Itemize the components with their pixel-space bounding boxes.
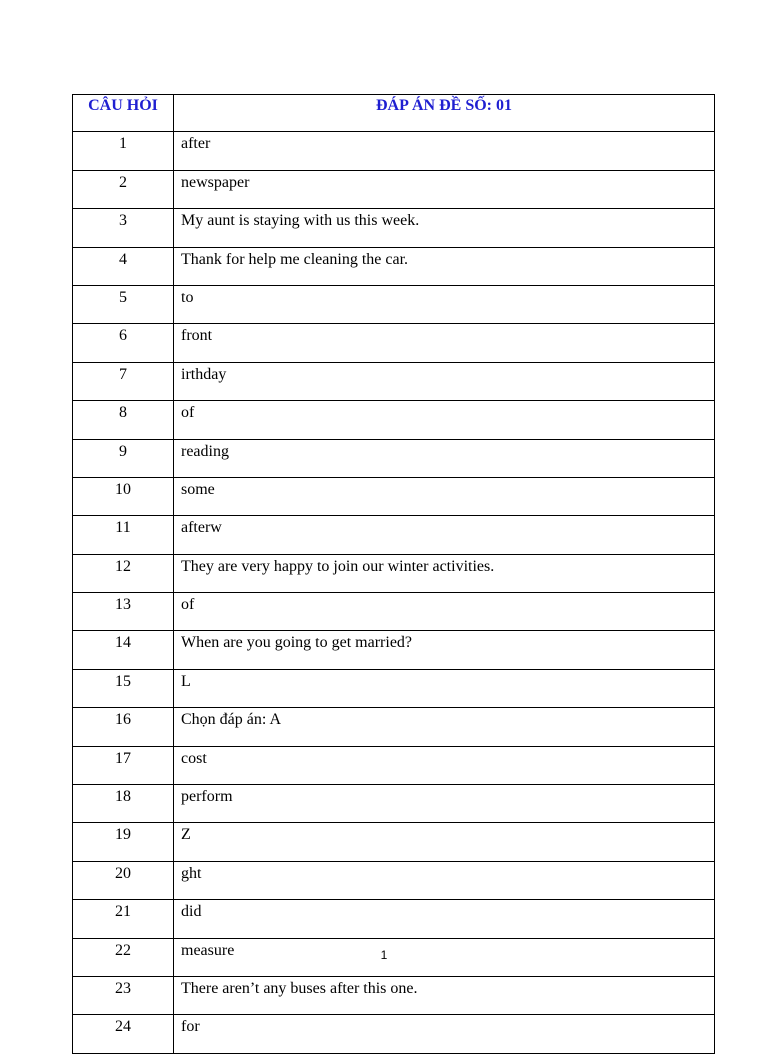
question-number-cell: 16 [73,708,174,746]
table-row [73,631,715,669]
table-row [73,861,715,899]
table-row [73,785,715,823]
question-number-cell: 13 [73,593,174,631]
table-row [73,170,715,208]
answer-cell: Thank for help me cleaning the car. [174,247,715,285]
question-number-cell: 12 [73,554,174,592]
answer-cell: My aunt is staying with us this week. [174,209,715,247]
table-row [73,401,715,439]
answer-cell: L [174,669,715,707]
question-number-cell: 6 [73,324,174,362]
question-number-cell: 15 [73,669,174,707]
question-number-cell: 5 [73,285,174,323]
answer-cell: of [174,593,715,631]
question-number-cell: 2 [73,170,174,208]
table-row [73,554,715,592]
table-row [73,976,715,1014]
question-number-cell: 17 [73,746,174,784]
question-number-cell: 21 [73,900,174,938]
table-row [73,593,715,631]
table-row [73,516,715,554]
question-number-cell: 24 [73,1015,174,1053]
table-row [73,746,715,784]
answer-cell: measure [174,938,715,976]
table-row [73,1015,715,1053]
answer-cell: of [174,401,715,439]
question-number-cell: 7 [73,362,174,400]
question-number-cell: 4 [73,247,174,285]
table-row [73,362,715,400]
table-row [73,247,715,285]
answer-cell: perform [174,785,715,823]
table-header-row [73,95,715,132]
answer-cell: after [174,132,715,170]
table-row [73,324,715,362]
answer-cell: newspaper [174,170,715,208]
answer-cell: ght [174,861,715,899]
table-row [73,285,715,323]
table-row [73,823,715,861]
table-row [73,669,715,707]
answer-cell: to [174,285,715,323]
question-number-cell: 1 [73,132,174,170]
question-number-cell: 11 [73,516,174,554]
table-row [73,439,715,477]
question-number-cell: 19 [73,823,174,861]
answer-cell: afterw [174,516,715,554]
question-number-cell: 23 [73,976,174,1014]
answer-cell: When are you going to get married? [174,631,715,669]
answer-cell: for [174,1015,715,1053]
question-number-cell: 9 [73,439,174,477]
table-row [73,209,715,247]
answer-cell: did [174,900,715,938]
question-number-cell: 10 [73,477,174,515]
answer-key-table [72,94,715,1054]
answer-column-header: ĐÁP ÁN ĐỀ SỐ: 01 [174,95,715,132]
answer-cell: irthday [174,362,715,400]
question-number-cell: 8 [73,401,174,439]
table-row [73,132,715,170]
answer-cell: There aren’t any buses after this one. [174,976,715,1014]
question-number-cell: 3 [73,209,174,247]
answer-cell: Z [174,823,715,861]
table-row [73,900,715,938]
question-number-cell: 18 [73,785,174,823]
question-column-header: CÂU HỎI [73,95,174,132]
answer-cell: front [174,324,715,362]
answer-rows [73,132,715,1053]
question-number-cell: 20 [73,861,174,899]
answer-cell: reading [174,439,715,477]
answer-cell: cost [174,746,715,784]
answer-cell: some [174,477,715,515]
table-row [73,708,715,746]
question-number-cell: 22 [73,938,174,976]
table-row [73,477,715,515]
answer-cell: They are very happy to join our winter activities. [174,554,715,592]
page-number: 1 [380,948,388,962]
answer-cell: Chọn đáp án: A [174,708,715,746]
question-number-cell: 14 [73,631,174,669]
